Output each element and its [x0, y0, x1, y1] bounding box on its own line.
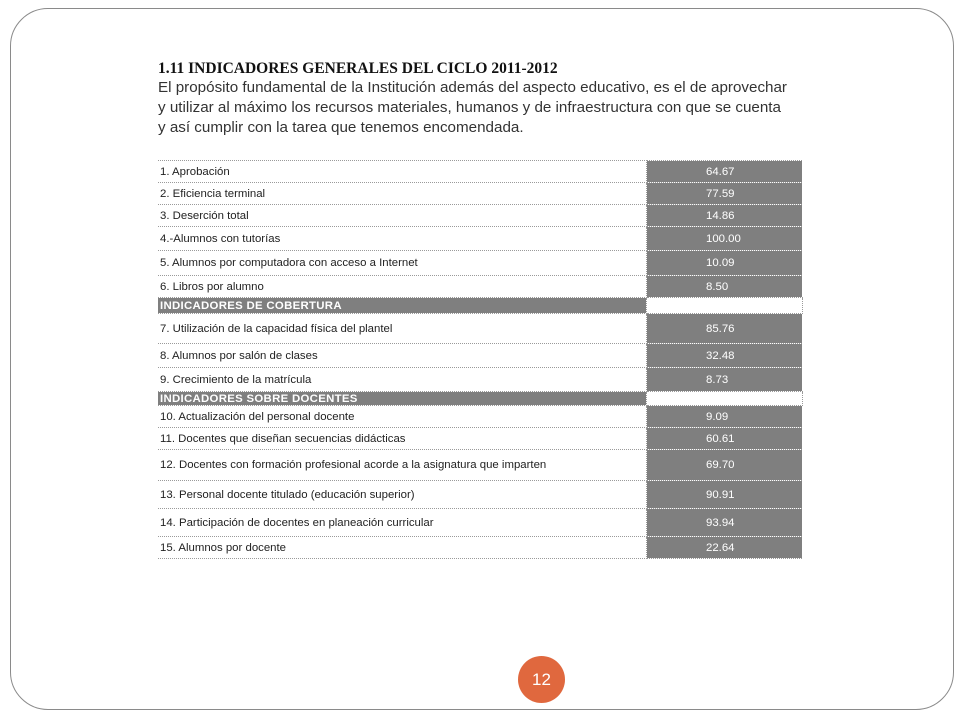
- section-header-label: INDICADORES DE COBERTURA: [158, 298, 647, 314]
- indicator-value: 22.64: [647, 537, 803, 559]
- table-row: [158, 276, 802, 298]
- indicator-label: 4.-Alumnos con tutorías: [158, 227, 647, 251]
- intro-paragraph: [158, 78, 826, 138]
- indicator-value: 77.59: [647, 183, 803, 205]
- indicator-label: 6. Libros por alumno: [158, 276, 647, 298]
- indicator-label: 10. Actualización del personal docente: [158, 406, 647, 428]
- indicator-label: 3. Deserción total: [158, 205, 647, 227]
- table-row: [158, 205, 802, 227]
- table-row: [158, 183, 802, 205]
- indicator-label: 15. Alumnos por docente: [158, 537, 647, 559]
- table-row: [158, 450, 802, 481]
- indicator-label: 5. Alumnos por computadora con acceso a Internet: [158, 251, 647, 276]
- indicator-label: 1. Aprobación: [158, 161, 647, 183]
- section-header-spacer: [647, 392, 803, 406]
- intro-line: y así cumplir con la tarea que tenemos encomendada.: [158, 119, 524, 136]
- indicators-table: [158, 160, 803, 559]
- section-header-row: [158, 392, 802, 406]
- indicator-label: 9. Crecimiento de la matrícula: [158, 368, 647, 392]
- page-title: 1.11 INDICADORES GENERALES DEL CICLO 2011-2012: [158, 60, 558, 77]
- table-row: [158, 344, 802, 368]
- section-header-spacer: [647, 298, 803, 314]
- indicator-value: 10.09: [647, 251, 803, 276]
- section-header-row: [158, 298, 802, 314]
- table-row: [158, 509, 802, 537]
- intro-line: y utilizar al máximo los recursos materiales, humanos y de infraestructura con que se cuenta: [158, 99, 781, 116]
- indicator-label: 13. Personal docente titulado (educación superior): [158, 481, 647, 509]
- indicator-value: 69.70: [647, 450, 803, 481]
- table-row: [158, 161, 802, 183]
- table-row: [158, 227, 802, 251]
- table-row: [158, 481, 802, 509]
- section-header-label: INDICADORES SOBRE DOCENTES: [158, 392, 647, 406]
- indicator-value: 9.09: [647, 406, 803, 428]
- indicator-value: 32.48: [647, 344, 803, 368]
- indicator-value: 8.73: [647, 368, 803, 392]
- table-row: [158, 428, 802, 450]
- indicator-value: 14.86: [647, 205, 803, 227]
- indicator-value: 60.61: [647, 428, 803, 450]
- indicator-label: 11. Docentes que diseñan secuencias didácticas: [158, 428, 647, 450]
- table-row: [158, 406, 802, 428]
- table-row: [158, 368, 802, 392]
- indicator-value: 8.50: [647, 276, 803, 298]
- indicator-label: 7. Utilización de la capacidad física del plantel: [158, 314, 647, 344]
- indicator-label: 8. Alumnos por salón de clases: [158, 344, 647, 368]
- indicator-label: 14. Participación de docentes en planeación curricular: [158, 509, 647, 537]
- indicator-value: 90.91: [647, 481, 803, 509]
- indicator-label: 2. Eficiencia terminal: [158, 183, 647, 205]
- table-row: [158, 314, 802, 344]
- table-row: [158, 251, 802, 276]
- page-number-badge: 12: [518, 656, 565, 703]
- intro-line: El propósito fundamental de la Institución además del aspecto educativo, es el de aprovechar: [158, 79, 787, 96]
- indicator-value: 64.67: [647, 161, 803, 183]
- table-row: [158, 537, 802, 559]
- indicator-value: 93.94: [647, 509, 803, 537]
- indicator-value: 85.76: [647, 314, 803, 344]
- indicator-value: 100.00: [647, 227, 803, 251]
- indicator-label: 12. Docentes con formación profesional acorde a la asignatura que imparten: [158, 450, 647, 481]
